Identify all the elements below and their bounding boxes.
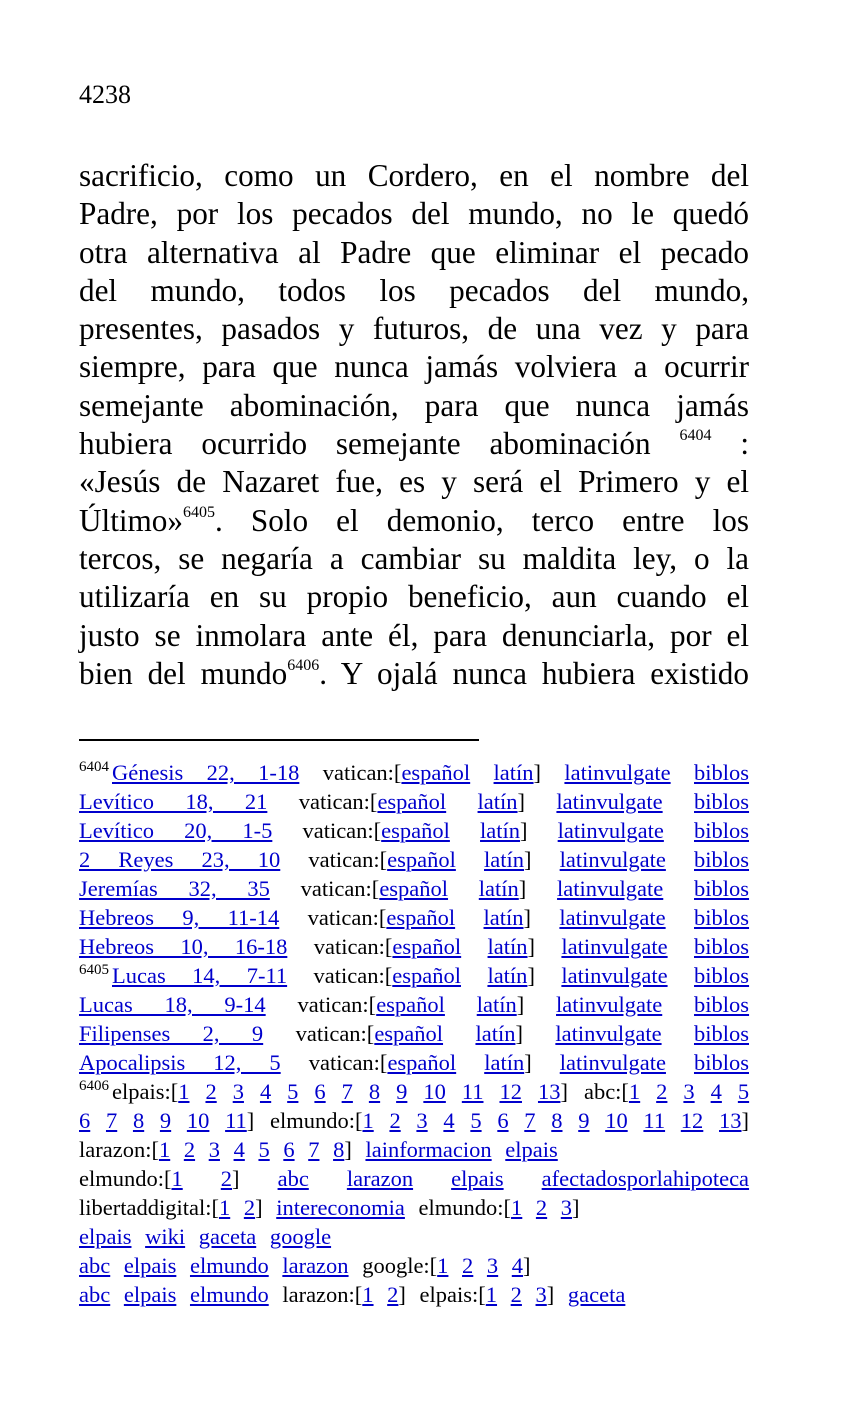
latinvulgate-link[interactable]: latinvulgate — [557, 876, 664, 901]
footnote-text: ] — [524, 847, 532, 872]
larazon-link[interactable]: larazon — [346, 1166, 414, 1191]
footnote-text: larazon:[ — [79, 1137, 159, 1162]
numbered-link[interactable]: 2 — [389, 1108, 401, 1133]
footnote-text: vatican:[ — [302, 818, 382, 843]
biblos-link[interactable]: biblos — [694, 963, 750, 988]
afectados-link[interactable]: afectadosporlahipoteca — [541, 1166, 750, 1191]
bible-reference-link[interactable]: Levítico 18, 21 — [79, 789, 268, 814]
numbered-link[interactable]: 4 — [233, 1137, 245, 1162]
numbered-link[interactable]: 10 — [605, 1108, 628, 1133]
footnote-text: ] — [344, 1137, 352, 1162]
biblos-link[interactable]: biblos — [693, 1021, 749, 1046]
footnote-text: ] — [560, 1079, 568, 1104]
numbered-link[interactable]: 1 — [437, 1253, 449, 1278]
numbered-link[interactable]: 1 — [485, 1282, 498, 1307]
numbered-link[interactable]: 5 — [470, 1108, 482, 1133]
latinvulgate-link[interactable]: latinvulgate — [556, 992, 663, 1017]
footnote-text: vatican:[ — [298, 789, 378, 814]
numbered-link[interactable]: 2 — [387, 1282, 399, 1307]
footnote-text: ] — [255, 1195, 263, 1220]
biblos-link[interactable]: biblos — [694, 992, 750, 1017]
footnote-text: vatican:[ — [308, 847, 388, 872]
numbered-link[interactable]: 1 — [628, 1079, 641, 1104]
numbered-link[interactable]: 2 — [535, 1195, 548, 1220]
vatican-espanol-link[interactable]: español — [379, 876, 449, 901]
vatican-espanol-link[interactable]: español — [387, 847, 456, 872]
vatican-espanol-link[interactable]: español — [376, 992, 445, 1017]
footnote-text: elmundo:[ — [79, 1166, 172, 1191]
latinvulgate-link[interactable]: latinvulgate — [559, 847, 666, 872]
biblos-link[interactable]: biblos — [694, 847, 750, 872]
footnotes — [79, 758, 749, 1309]
footnote-text: vatican:[ — [297, 992, 377, 1017]
numbered-link[interactable]: 2 — [205, 1079, 217, 1104]
footnote-text: ] — [246, 1108, 255, 1133]
numbered-link[interactable]: 3 — [232, 1079, 244, 1104]
abc-link[interactable]: abc — [79, 1282, 111, 1307]
footnote-line — [79, 787, 749, 816]
footnote-text: ] — [520, 818, 528, 843]
vatican-latin-link[interactable]: latín — [483, 905, 524, 930]
numbered-link[interactable]: 2 — [462, 1253, 474, 1278]
page-number: 4238 — [79, 80, 131, 109]
footnote-marker[interactable]: 6404 — [679, 427, 712, 445]
numbered-link[interactable]: 3 — [416, 1108, 428, 1133]
latinvulgate-link[interactable]: latinvulgate — [559, 1050, 666, 1075]
footnote-text: ] — [527, 963, 535, 988]
latinvulgate-link[interactable]: latinvulgate — [556, 789, 663, 814]
numbered-link[interactable]: 13 — [537, 1079, 561, 1104]
bible-reference-link[interactable]: 2 Reyes 23, 10 — [79, 847, 281, 872]
numbered-link[interactable]: 11 — [225, 1108, 247, 1133]
vatican-espanol-link[interactable]: español — [374, 1021, 444, 1046]
footnote-text: ] — [527, 934, 536, 959]
body-line: semejante abominación, para que nunca jamás — [79, 387, 749, 423]
footnote-text: ] — [516, 992, 525, 1017]
footnote-text: vatican:[ — [307, 905, 387, 930]
footnote-line — [79, 758, 749, 787]
footnote-separator — [79, 739, 479, 741]
numbered-link[interactable]: 1 — [362, 1108, 374, 1133]
numbered-link[interactable]: 13 — [719, 1108, 742, 1133]
body-line: Padre, por los pecados del mundo, no le quedó — [79, 196, 749, 232]
vatican-espanol-link[interactable]: español — [392, 963, 461, 988]
latinvulgate-link[interactable]: latinvulgate — [561, 934, 668, 959]
body-line: justo se inmolara ante él, para denunciarla, por el — [79, 617, 749, 653]
footnote-text: ] — [398, 1282, 406, 1307]
numbered-link[interactable]: 8 — [132, 1108, 145, 1133]
numbered-link[interactable]: 3 — [486, 1253, 499, 1278]
footnote-number: 6404 — [79, 759, 109, 775]
bible-reference-link[interactable]: Lucas 18, 9-14 — [79, 992, 266, 1017]
footnote-text: ] — [546, 1282, 555, 1307]
numbered-link[interactable]: 2 — [656, 1079, 668, 1104]
intereconomia-link[interactable]: intereconomia — [276, 1195, 405, 1220]
footnote-number: 6406 — [79, 1078, 109, 1094]
body-line: utilizaría en su propio beneficio, aun cuando el — [79, 579, 749, 615]
biblos-link[interactable]: biblos — [693, 1050, 749, 1075]
vatican-latin-link[interactable]: latín — [480, 818, 521, 843]
body-line: bien del mundo$^{6406}$. Y ojalá nunca hubiera existido — [79, 655, 749, 691]
numbered-link[interactable]: 9 — [578, 1108, 590, 1133]
footnote-line — [79, 1019, 749, 1048]
numbered-link[interactable]: 2 — [510, 1282, 522, 1307]
footnote-text: libertaddigital:[ — [79, 1195, 219, 1220]
footnote-text: elpais:[ — [112, 1079, 179, 1104]
footnote-text: ] — [518, 876, 527, 901]
bible-reference-link[interactable]: Hebreos 10, 16-18 — [79, 934, 288, 959]
larazon-link[interactable]: larazon — [282, 1253, 349, 1278]
numbered-link[interactable]: 4 — [259, 1079, 272, 1104]
numbered-link[interactable]: 11 — [643, 1108, 666, 1133]
vatican-latin-link[interactable]: latín — [484, 847, 524, 872]
elpais-link[interactable]: elpais — [123, 1282, 177, 1307]
footnote-number: 6405 — [79, 962, 109, 978]
numbered-link[interactable]: 12 — [499, 1079, 522, 1104]
footnote-text: vatican:[ — [295, 1021, 375, 1046]
latinvulgate-link[interactable]: latinvulgate — [564, 760, 671, 785]
google-link[interactable]: google — [269, 1224, 332, 1249]
numbered-link[interactable]: 6 — [314, 1079, 326, 1104]
elmundo-link[interactable]: elmundo — [189, 1253, 269, 1278]
numbered-link[interactable]: 7 — [341, 1079, 353, 1104]
numbered-link[interactable]: 3 — [560, 1195, 573, 1220]
body-line: Último»$^{6405}$. Solo el demonio, terco entre los — [79, 502, 749, 538]
vatican-espanol-link[interactable]: español — [386, 905, 456, 930]
numbered-link[interactable]: 4 — [443, 1108, 455, 1133]
biblos-link[interactable]: biblos — [694, 818, 750, 843]
footnote-line — [79, 1193, 749, 1222]
numbered-link[interactable]: 6 — [283, 1137, 295, 1162]
body-line: sacrificio, como un Cordero, en el nombre del — [79, 158, 749, 193]
biblos-link[interactable]: biblos — [694, 876, 750, 901]
latinvulgate-link[interactable]: latinvulgate — [559, 905, 666, 930]
bible-reference-link[interactable]: Hebreos 9, 11-14 — [79, 905, 280, 930]
elmundo-link[interactable]: elmundo — [189, 1282, 269, 1307]
vatican-latin-link[interactable]: latín — [487, 934, 528, 959]
vatican-espanol-link[interactable]: español — [381, 818, 450, 843]
footnote-line — [79, 932, 749, 961]
bible-reference-link[interactable]: Lucas 14, 7-11 — [112, 963, 288, 988]
lainformacion-link[interactable]: lainformacion — [365, 1137, 492, 1162]
abc-link[interactable]: abc — [277, 1166, 309, 1191]
vatican-espanol-link[interactable]: español — [392, 934, 462, 959]
body-paragraph — [79, 157, 749, 693]
numbered-link[interactable]: 2 — [243, 1195, 256, 1220]
vatican-latin-link[interactable]: latín — [487, 963, 528, 988]
body-line: «Jesús de Nazaret fue, es y será el Primero y el — [79, 464, 749, 500]
body-line: hubiera ocurrido semejante abominación $^{6404}$ : — [79, 426, 749, 462]
footnote-text: vatican:[ — [313, 963, 393, 988]
vatican-espanol-link[interactable]: español — [387, 1050, 457, 1075]
footnote-text: larazon:[ — [282, 1282, 363, 1307]
footnote-text: ] — [523, 905, 532, 930]
numbered-link[interactable]: 2 — [183, 1137, 196, 1162]
vatican-latin-link[interactable]: latín — [475, 1021, 516, 1046]
footnote-text: abc:[ — [583, 1079, 629, 1104]
wiki-link[interactable]: wiki — [145, 1224, 186, 1249]
numbered-link[interactable]: 3 — [535, 1282, 547, 1307]
numbered-link[interactable]: 12 — [680, 1108, 704, 1133]
elpais-link[interactable]: elpais — [79, 1224, 132, 1249]
footnote-text: ] — [517, 789, 526, 814]
footnote-line — [79, 1135, 749, 1164]
numbered-link[interactable]: 9 — [396, 1079, 408, 1104]
numbered-link[interactable]: 2 — [220, 1166, 233, 1191]
bible-reference-link[interactable]: Levítico 20, 1-5 — [79, 818, 273, 843]
numbered-link[interactable]: 8 — [551, 1108, 563, 1133]
numbered-link[interactable]: 7 — [105, 1108, 118, 1133]
elpais-link[interactable]: elpais — [451, 1166, 504, 1191]
footnote-line — [79, 816, 749, 845]
numbered-link[interactable]: 10 — [186, 1108, 210, 1133]
numbered-link[interactable]: 1 — [158, 1137, 171, 1162]
footnote-text: elmundo:[ — [418, 1195, 512, 1220]
numbered-link[interactable]: 4 — [710, 1079, 722, 1104]
vatican-latin-link[interactable]: latín — [484, 1050, 525, 1075]
numbered-link[interactable]: 8 — [368, 1079, 381, 1104]
numbered-link[interactable]: 8 — [333, 1137, 345, 1162]
footnote-text: google:[ — [362, 1253, 438, 1278]
elpais-link[interactable]: elpais — [505, 1137, 558, 1162]
bible-reference-link[interactable]: Génesis 22, 1-18 — [112, 760, 300, 785]
body-line: presentes, pasados y futuros, de una vez y para — [79, 311, 749, 347]
vatican-latin-link[interactable]: latín — [478, 876, 519, 901]
vatican-espanol-link[interactable]: español — [377, 789, 447, 814]
body-line: otra alternativa al Padre que eliminar el pecado — [79, 234, 749, 270]
numbered-link[interactable]: 3 — [683, 1079, 695, 1104]
footnote-text: ] — [523, 1253, 531, 1278]
vatican-latin-link[interactable]: latín — [477, 789, 518, 814]
footnote-marker[interactable]: 6405 — [182, 503, 215, 521]
footnote-text: vatican:[ — [300, 876, 380, 901]
footnote-line — [79, 1222, 749, 1251]
numbered-link[interactable]: 4 — [511, 1253, 524, 1278]
footnote-line — [79, 845, 749, 874]
footnote-text: elmundo:[ — [269, 1108, 363, 1133]
footnote-line — [79, 961, 749, 990]
numbered-link[interactable]: 7 — [524, 1108, 536, 1133]
numbered-link[interactable]: 5 — [258, 1137, 270, 1162]
numbered-link[interactable]: 6 — [497, 1108, 509, 1133]
footnote-line — [79, 1106, 749, 1135]
footnote-line — [79, 903, 749, 932]
footnote-line — [79, 1164, 749, 1193]
numbered-link[interactable]: 9 — [159, 1108, 172, 1133]
biblos-link[interactable]: biblos — [694, 934, 750, 959]
vatican-latin-link[interactable]: latín — [476, 992, 517, 1017]
numbered-link[interactable]: 6 — [79, 1108, 91, 1133]
footnote-text: vatican:[ — [308, 1050, 388, 1075]
footnote-line — [79, 1048, 749, 1077]
numbered-link[interactable]: 1 — [218, 1195, 231, 1220]
footnote-text: elpais:[ — [419, 1282, 486, 1307]
footnote-text: vatican:[ — [313, 934, 393, 959]
latinvulgate-link[interactable]: latinvulgate — [557, 818, 664, 843]
body-line: siempre, para que nunca jamás volviera a ocurrir — [79, 349, 749, 385]
numbered-link[interactable]: 10 — [423, 1079, 446, 1104]
bible-reference-link[interactable]: Apocalipsis 12, 5 — [79, 1050, 281, 1075]
numbered-link[interactable]: 1 — [178, 1079, 190, 1104]
bible-reference-link[interactable]: Filipenses 2, 9 — [79, 1021, 264, 1046]
biblos-link[interactable]: biblos — [694, 789, 750, 814]
numbered-link[interactable]: 11 — [461, 1079, 484, 1104]
footnote-text: ] — [572, 1195, 580, 1220]
footnote-line — [79, 1077, 749, 1106]
numbered-link[interactable]: 1 — [171, 1166, 183, 1191]
vatican-latin-link[interactable]: latín — [493, 760, 534, 785]
footnote-text: ] — [741, 1108, 750, 1133]
numbered-link[interactable]: 1 — [362, 1282, 374, 1307]
footnote-text: vatican:[ — [322, 760, 402, 785]
footnote-text: ] — [524, 1050, 532, 1075]
biblos-link[interactable]: biblos — [694, 760, 750, 785]
footnote-text: ] — [515, 1021, 523, 1046]
body-line: del mundo, todos los pecados del mundo, — [79, 272, 749, 308]
footnote-line — [79, 990, 749, 1019]
footnote-line — [79, 1251, 749, 1280]
numbered-link[interactable]: 5 — [287, 1079, 299, 1104]
latinvulgate-link[interactable]: latinvulgate — [561, 963, 668, 988]
biblos-link[interactable]: biblos — [694, 905, 750, 930]
numbered-link[interactable]: 5 — [737, 1079, 750, 1104]
footnote-text: ] — [232, 1166, 240, 1191]
abc-link[interactable]: abc — [79, 1253, 111, 1278]
latinvulgate-link[interactable]: latinvulgate — [555, 1021, 662, 1046]
footnote-text: ] — [533, 760, 542, 785]
gaceta-link[interactable]: gaceta — [198, 1224, 257, 1249]
footnote-line — [79, 874, 749, 903]
footnote-line — [79, 1280, 749, 1309]
gaceta-link[interactable]: gaceta — [567, 1282, 626, 1307]
vatican-espanol-link[interactable]: español — [401, 760, 471, 785]
bible-reference-link[interactable]: Jeremías 32, 35 — [79, 876, 270, 901]
numbered-link[interactable]: 3 — [208, 1137, 220, 1162]
numbered-link[interactable]: 7 — [308, 1137, 320, 1162]
footnote-marker[interactable]: 6406 — [287, 656, 320, 674]
numbered-link[interactable]: 1 — [511, 1195, 523, 1220]
body-line: tercos, se negaría a cambiar su maldita ley, o la — [79, 540, 749, 576]
elpais-link[interactable]: elpais — [123, 1253, 177, 1278]
